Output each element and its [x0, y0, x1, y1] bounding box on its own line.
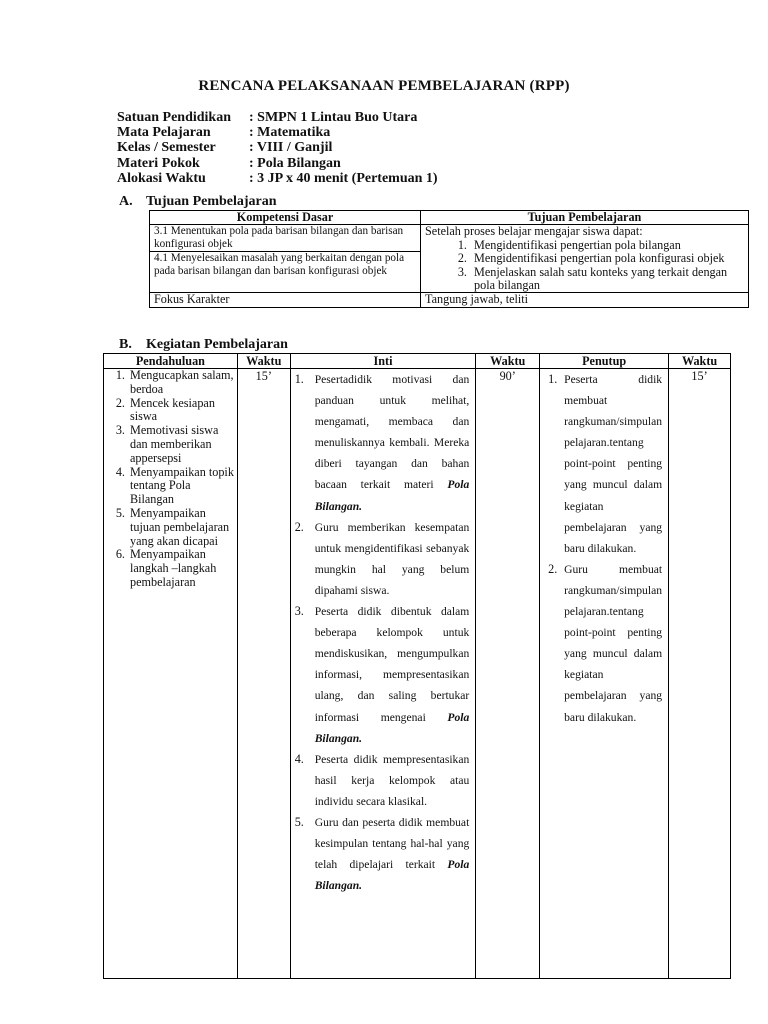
list-item: 3. Menjelaskan salah satu konteks yang terkait dengan pola bilangan: [470, 266, 744, 293]
tujuan-table: [149, 210, 749, 308]
list-item: [291, 812, 476, 896]
header-waktu: Waktu: [237, 354, 290, 369]
identity-label: Mata Pelajaran: [117, 125, 211, 141]
identity-block: [117, 110, 438, 186]
emphasis-text: Pola Bilangan.: [314, 478, 470, 513]
header-tujuan-pembelajaran: Tujuan Pembelajaran: [421, 211, 749, 225]
pendahuluan-cell: [104, 369, 238, 979]
pendahuluan-list: [104, 369, 237, 590]
waktu-penutup: 15’: [669, 369, 731, 979]
list-item: [291, 749, 476, 812]
identity-row: [117, 125, 438, 140]
list-number: 2.: [294, 519, 304, 534]
identity-value: : 3 JP x 40 menit (Pertemuan 1): [249, 170, 438, 186]
list-item: 2. Mencek kesiapan siswa: [128, 397, 237, 425]
identity-value: : SMPN 1 Lintau Buo Utara: [249, 110, 418, 125]
list-number: 4.: [294, 751, 304, 766]
tujuan-list: [425, 239, 744, 293]
list-item: 1. Mengucapkan salam, berdoa: [128, 369, 237, 397]
identity-label: Satuan Pendidikan: [117, 110, 231, 125]
inti-list: [291, 369, 476, 896]
penutup-list: [540, 369, 668, 728]
section-a-heading: [119, 194, 277, 210]
kegiatan-table: [103, 353, 731, 979]
section-a-title: Tujuan Pembelajaran: [146, 194, 277, 209]
fokus-karakter-label: Fokus Karakter: [150, 293, 421, 307]
list-text: Guru memberikan kesempatan untuk mengidentifikasi sebanyak mungkin hal yang belum dipahami siswa.: [314, 520, 470, 597]
list-text: Peserta didik membuat rangkuman/simpulan pelajaran.tentang point-point penting yang muncul dalam kegiatan pembelajaran yang baru dilakukan.: [564, 373, 663, 555]
list-text: Peserta didik mempresentasikan hasil kerja kelompok atau individu secara klasikal.: [314, 752, 470, 808]
header-waktu: Waktu: [476, 354, 540, 369]
table-header-row: [104, 354, 731, 369]
list-text: Peserta didik dibentuk dalam beberapa kelompok untuk mendiskusikan, mengumpulkan informasi, mempresentasikan ulang, dan saling bertukar informasi mengenai: [314, 605, 470, 724]
table-row: [104, 369, 731, 979]
list-item: [291, 601, 476, 749]
inti-cell: [290, 369, 476, 979]
header-inti: Inti: [290, 354, 476, 369]
identity-row: [117, 171, 438, 186]
list-text: Guru dan peserta didik membuat kesimpulan tentang hal-hal yang telah dipelajari terkait: [314, 815, 470, 872]
section-b-heading: [119, 337, 288, 353]
header-waktu: Waktu: [669, 354, 731, 369]
list-item: 2. Mengidentifikasi pengertian pola konfigurasi objek: [470, 252, 744, 265]
list-number: 1.: [294, 372, 304, 386]
identity-row: [117, 110, 438, 125]
list-item: 1. Mengidentifikasi pengertian pola bilangan: [470, 239, 744, 252]
tujuan-cell: [421, 225, 749, 293]
section-b-number: B.: [119, 337, 132, 352]
section-b-title: Kegiatan Pembelajaran: [146, 337, 288, 352]
list-item: 4. Menyampaikan topik tentang Pola Bilangan: [128, 466, 237, 507]
list-item: [291, 517, 476, 601]
list-number: 3.: [294, 604, 304, 619]
list-number: 5.: [294, 814, 304, 829]
penutup-cell: [540, 369, 669, 979]
header-penutup: Penutup: [540, 354, 669, 369]
fokus-karakter-value: Tangung jawab, teliti: [421, 293, 749, 307]
list-item: [540, 559, 668, 728]
identity-value: : Pola Bilangan: [249, 155, 341, 171]
document-title: RENCANA PELAKSANAAN PEMBELAJARAN (RPP): [198, 78, 570, 94]
list-item: 6. Menyampaikan langkah –langkah pembelajaran: [128, 548, 237, 589]
identity-value: : Matematika: [249, 125, 331, 141]
emphasis-text: Pola Bilangan.: [314, 858, 470, 893]
identity-row: [117, 140, 438, 155]
list-item: 5. Menyampaikan tujuan pembelajaran yang akan dicapai: [128, 507, 237, 548]
kd-4-1: 4.1 Menyelesaikan masalah yang berkaitan dengan pola pada barisan bilangan dan barisan konfigurasi objek: [150, 252, 421, 293]
list-item: 3. Memotivasi siswa dan memberikan appersepsi: [128, 424, 237, 465]
tujuan-intro: Setelah proses belajar mengajar siswa dapat:: [425, 224, 643, 239]
list-item: [540, 369, 668, 559]
header-pendahuluan: Pendahuluan: [104, 354, 238, 369]
table-row: [150, 293, 749, 307]
table-header-row: [150, 211, 749, 225]
list-text: Pesertadidik motivasi dan panduan untuk melihat, mengamati, membaca dan menuliskannya kembali. Mereka diberi tayangan dan bahan bacaan terkait materi: [314, 373, 470, 492]
list-number: 1.: [548, 372, 558, 386]
list-item: [291, 369, 476, 517]
identity-label: Materi Pokok: [117, 155, 200, 171]
identity-label: Alokasi Waktu: [117, 170, 206, 186]
section-a-number: A.: [119, 194, 133, 209]
emphasis-text: Pola Bilangan.: [314, 710, 470, 745]
kd-3-1: 3.1 Menentukan pola pada barisan bilangan dan barisan konfigurasi objek: [150, 225, 421, 252]
list-text: Guru membuat rangkuman/simpulan pelajaran.tentang point-point penting yang muncul dalam kegiatan pembelajaran yang baru dilakukan.: [564, 562, 663, 724]
list-number: 2.: [548, 561, 558, 576]
identity-row: [117, 156, 438, 171]
identity-label: Kelas / Semester: [117, 140, 216, 156]
waktu-inti: 90’: [476, 369, 540, 979]
waktu-pendahuluan: 15’: [237, 369, 290, 979]
identity-value: : VIII / Ganjil: [249, 140, 333, 156]
header-kompetensi-dasar: Kompetensi Dasar: [150, 211, 421, 225]
table-row: [150, 225, 749, 252]
